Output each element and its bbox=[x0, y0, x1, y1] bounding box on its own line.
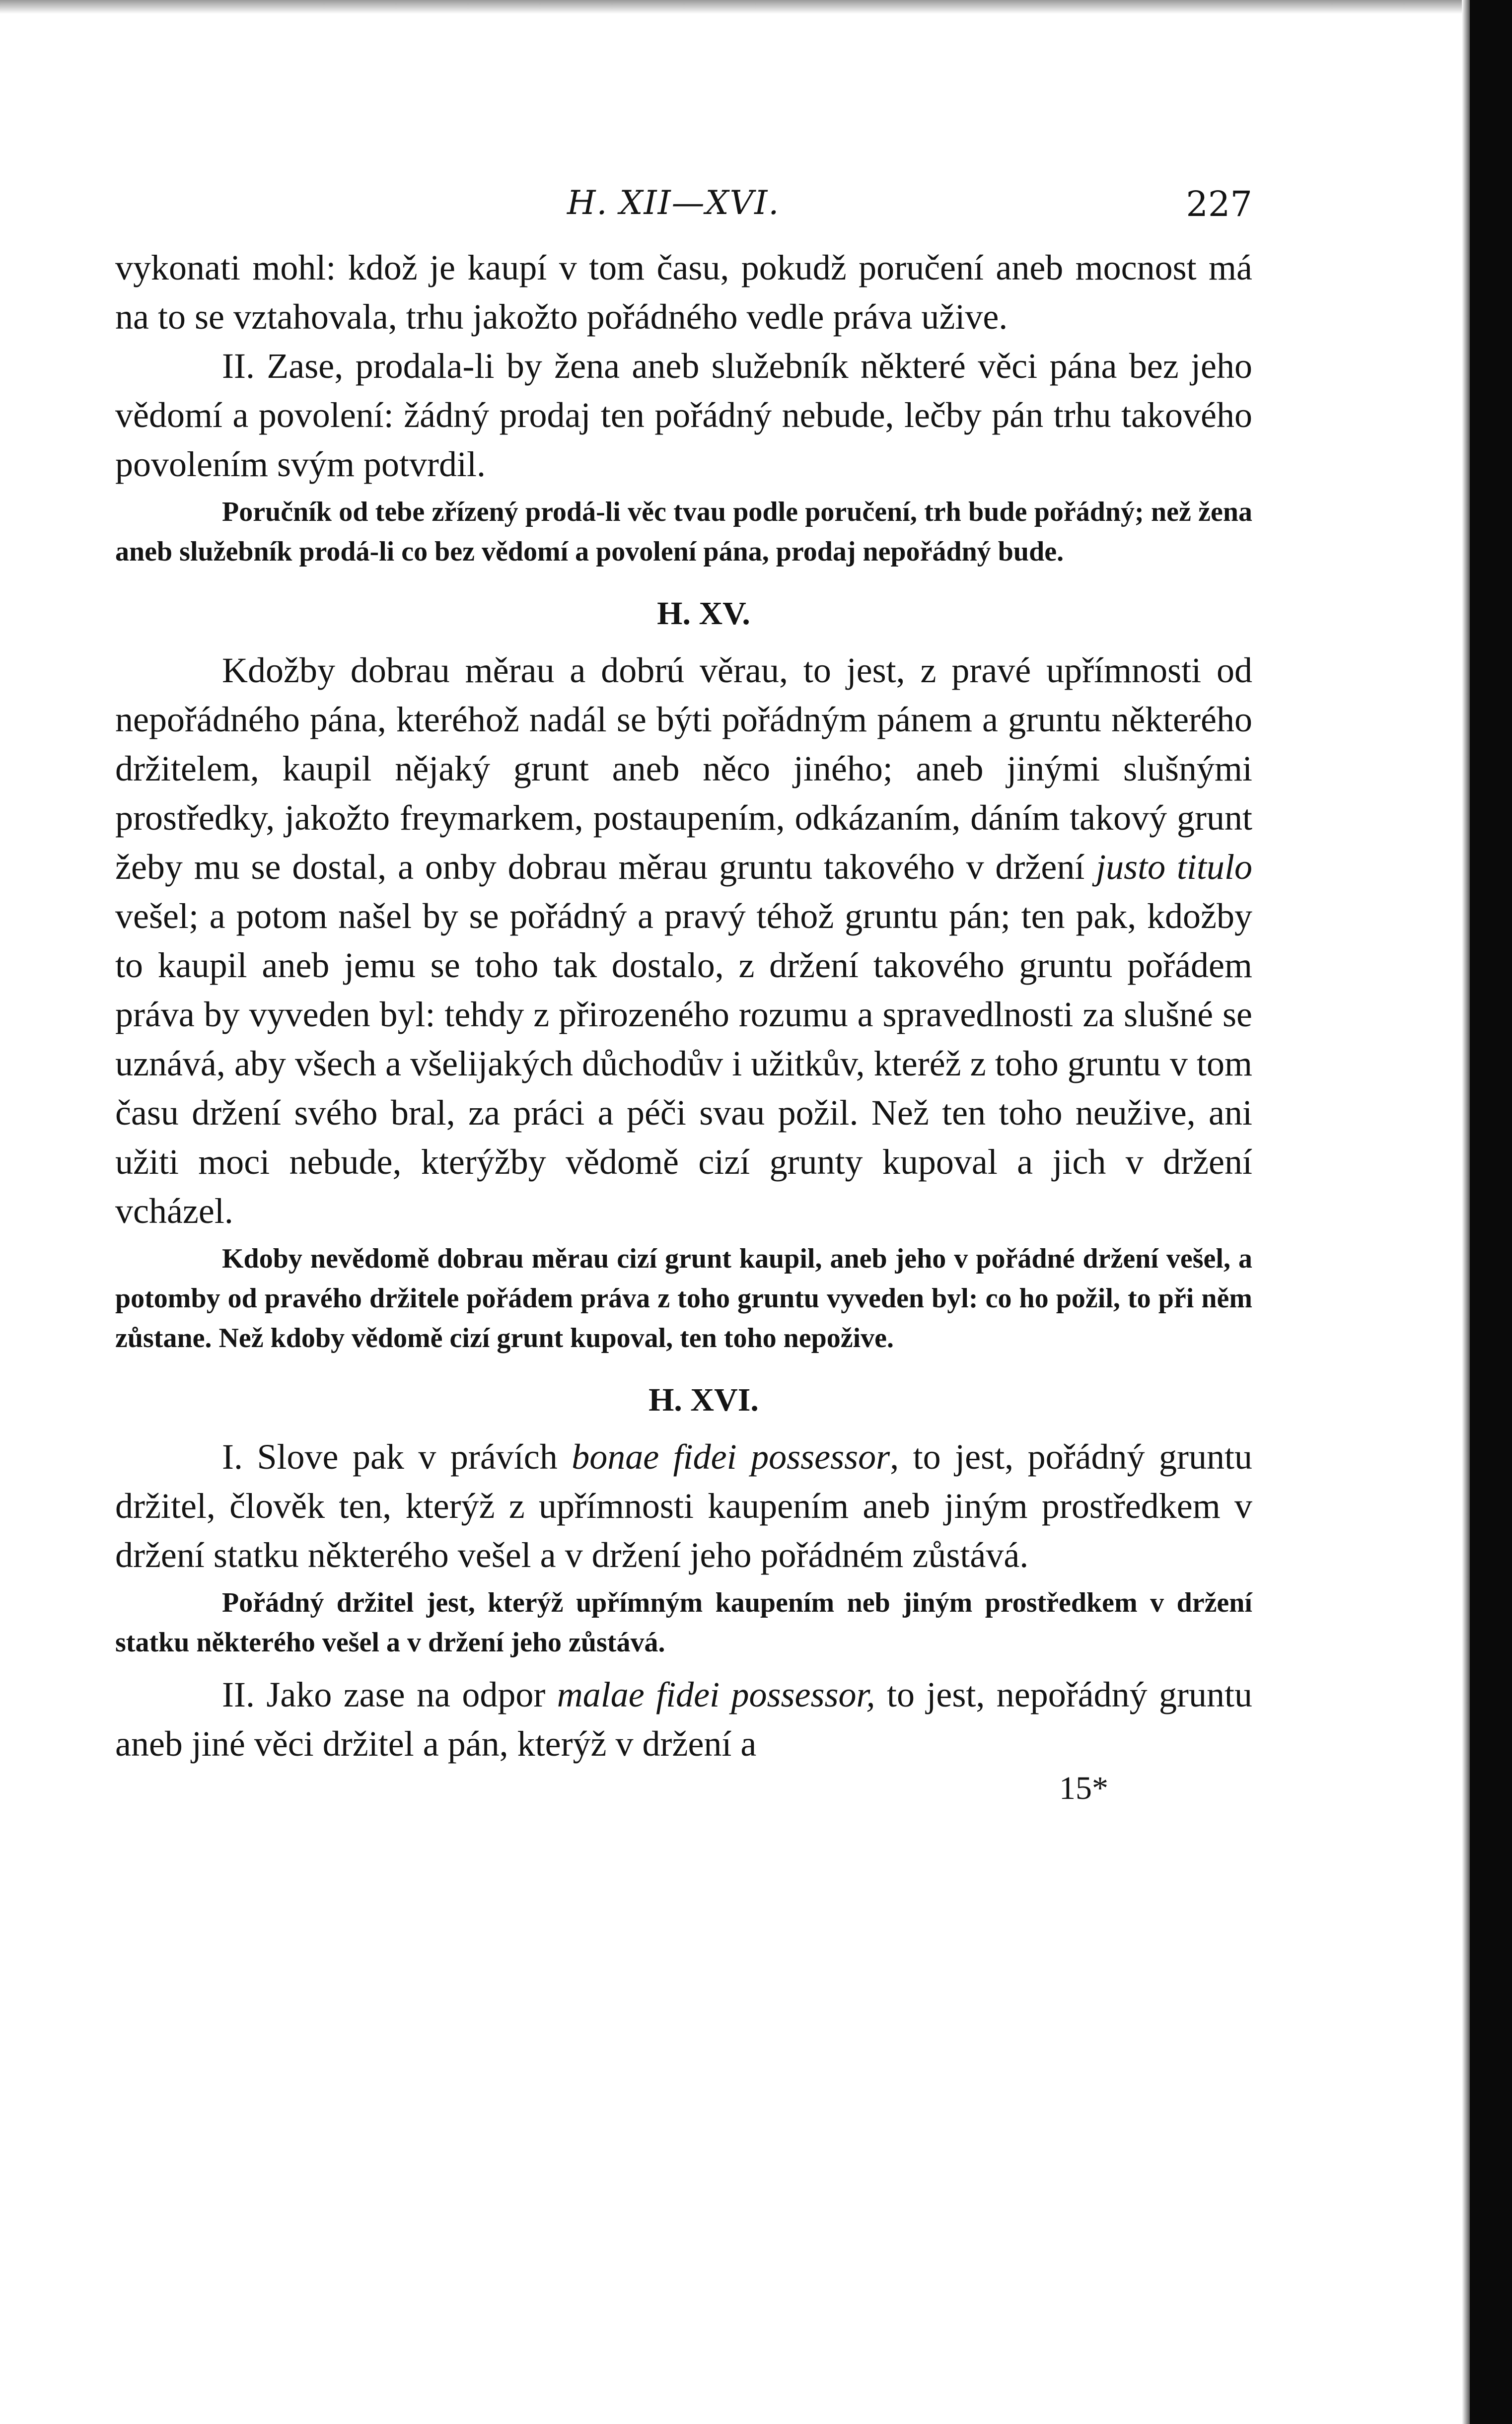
summary-note: Pořádný držitel jest, kterýž upřímným kaupením neb jiným prostředkem v držení statku některého vešel a v držení jeho zůstává. bbox=[115, 1587, 1252, 1658]
paragraph-continuation: vykonati mohl: kdož je kaupí v tom času, pokudž poručení aneb mocnost má na to se vztahovala, trhu jakožto pořádného vedle práva užive. bbox=[115, 248, 1252, 337]
scan-right-shadow bbox=[1462, 0, 1470, 2424]
scan-right-edge bbox=[1470, 0, 1512, 2424]
paragraph-section-xvi-i bbox=[115, 1432, 1252, 1580]
paragraph-section-xvi-ii bbox=[115, 1670, 1252, 1769]
summary-note: Poručník od tebe zřízený prodá-li věc tvau podle poručení, trh bude pořádný; než žena aneb služebník prodá-li co bez vědomí a povolení pána, prodaj nepořádný bude. bbox=[115, 497, 1252, 567]
running-head: H. XII—XVI. bbox=[567, 184, 780, 222]
paragraph-section-xv bbox=[115, 646, 1252, 1236]
scan-top-edge bbox=[0, 0, 1512, 14]
latin-phrase: malae fidei possessor, bbox=[557, 1675, 875, 1714]
text-run: , to jest, pořádný gruntu držitel, člověk ten, kterýž z upřímnosti kaupením aneb jiným prostředkem v držení statku některého vešel a v držení jeho pořádném zůstává. bbox=[115, 1437, 1253, 1575]
page-number: 227 bbox=[1186, 184, 1252, 224]
section-heading-xv: H. XV. bbox=[657, 595, 750, 632]
text-run: Kdožby dobrau měrau a dobrú věrau, to jest, z pravé upřímnosti od nepořádného pána, kteréhož nadál se býti pořádným pánem a gruntu některého držitelem, kaupil nějaký grunt aneb něco jiného; aneb jinými slušnými prostředky, jakožto freymarkem, postaupením, odkázaním, dáním takový grunt žeby mu se dostal, a onby dobrau měrau gruntu takového v držení bbox=[115, 650, 1252, 887]
latin-phrase: bonae fidei possessor bbox=[572, 1437, 890, 1477]
latin-phrase: justo titulo bbox=[1096, 847, 1253, 887]
page-header bbox=[115, 184, 1252, 243]
text-run: I. Slove pak v právích bbox=[222, 1437, 558, 1477]
section-heading-xvi: H. XVI. bbox=[648, 1382, 759, 1418]
book-page bbox=[115, 184, 1252, 1808]
summary-note: Kdoby nevědomě dobrau měrau cizí grunt kaupil, aneb jeho v pořádné držení vešel, a potomby od pravého držitele pořádem práva z toho gruntu vyveden byl: co ho požil, to při něm zůstane. Než kdoby vědomě cizí grunt kupoval, ten toho nepožive. bbox=[115, 1243, 1252, 1354]
signature-mark: 15* bbox=[1059, 1770, 1108, 1806]
text-run: to jest, nepořádný gruntu aneb jiné věci držitel a pán, kterýž v držení a bbox=[115, 1675, 1253, 1764]
text-run: II. Jako zase na odpor bbox=[222, 1675, 546, 1714]
text-run: vešel; a potom našel by se pořádný a pravý téhož gruntu pán; ten pak, kdožby to kaupil aneb jemu se toho tak dostalo, z držení takového gruntu pořádem práva by vyveden byl: tehdy z přirozeného rozumu a spravedlnosti za slušné se uznává, aby všech a všelijakých důchodův i užitkův, kteréž z toho gruntu v tom času držení svého bral, za práci a péči svau požil. Než ten toho neužive, ani užiti moci nebude, kterýžby vědomě cizí grunty kupoval a jich v držení vcházel. bbox=[115, 896, 1252, 1231]
paragraph-section-ii: II. Zase, prodala-li by žena aneb služebník některé věci pána bez jeho vědomí a povolení: žádný prodaj ten pořádný nebude, lečby pán trhu takového povolením svým potvrdil. bbox=[115, 346, 1252, 484]
